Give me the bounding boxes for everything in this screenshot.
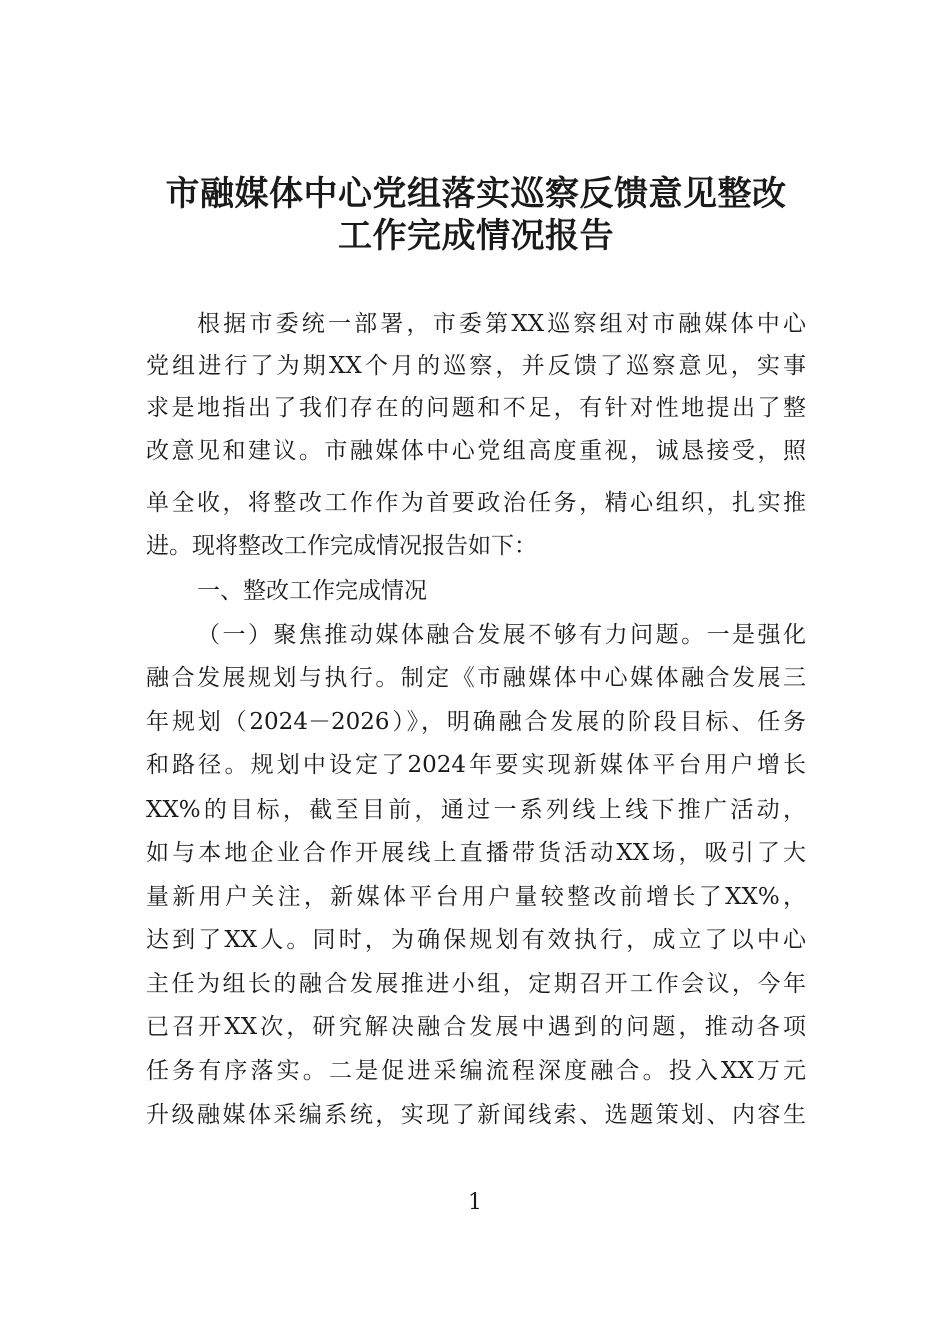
paragraph-line: 达到了XX人。同时，为确保规划有效执行，成立了以中心 bbox=[146, 927, 806, 953]
paragraph-line: 融合发展规划与执行。制定《市融媒体中心媒体融合发展三 bbox=[146, 665, 806, 691]
paragraph-line: 进。现将整改工作完成情况报告如下： bbox=[146, 533, 537, 559]
paragraph-line: 量新用户关注，新媒体平台用户量较整改前增长了XX%， bbox=[146, 884, 806, 910]
paragraph-line: XX%的目标，截至目前，通过一系列线上线下推广活动， bbox=[146, 797, 806, 823]
paragraph-line: 主任为组长的融合发展推进小组，定期召开工作会议，今年 bbox=[146, 971, 806, 997]
paragraph-line: （一）聚焦推动媒体融合发展不够有力问题。一是强化 bbox=[197, 622, 806, 648]
paragraph-line: 根据市委统一部署，市委第XX巡察组对市融媒体中心 bbox=[197, 311, 806, 337]
document-title-line-2: 工作完成情况报告 bbox=[338, 216, 614, 256]
paragraph-line: 年规划（2024－2026）》，明确融合发展的阶段目标、任务 bbox=[146, 709, 806, 735]
paragraph-line: 升级融媒体采编系统，实现了新闻线索、选题策划、内容生 bbox=[146, 1102, 806, 1128]
paragraph-line: 和路径。规划中设定了2024年要实现新媒体平台用户增长 bbox=[146, 752, 806, 778]
section-heading: 一、整改工作完成情况 bbox=[197, 578, 427, 604]
paragraph-line: 求是地指出了我们存在的问题和不足，有针对性地提出了整 bbox=[146, 395, 806, 421]
paragraph-line: 单全收，将整改工作作为首要政治任务，精心组织，扎实推 bbox=[146, 490, 806, 516]
paragraph-line: 党组进行了为期XX个月的巡察，并反馈了巡察意见，实事 bbox=[146, 353, 806, 379]
paragraph-line: 任务有序落实。二是促进采编流程深度融合。投入XX万元 bbox=[146, 1058, 806, 1084]
document-title-line-1: 市融媒体中心党组落实巡察反馈意见整改 bbox=[165, 174, 787, 214]
paragraph-line: 已召开XX次，研究解决融合发展中遇到的问题，推动各项 bbox=[146, 1014, 806, 1040]
page-number: 1 bbox=[468, 1190, 482, 1215]
paragraph-line: 改意见和建议。市融媒体中心党组高度重视，诚恳接受，照 bbox=[146, 438, 806, 464]
paragraph-line: 如与本地企业合作开展线上直播带货活动XX场，吸引了大 bbox=[146, 840, 806, 866]
